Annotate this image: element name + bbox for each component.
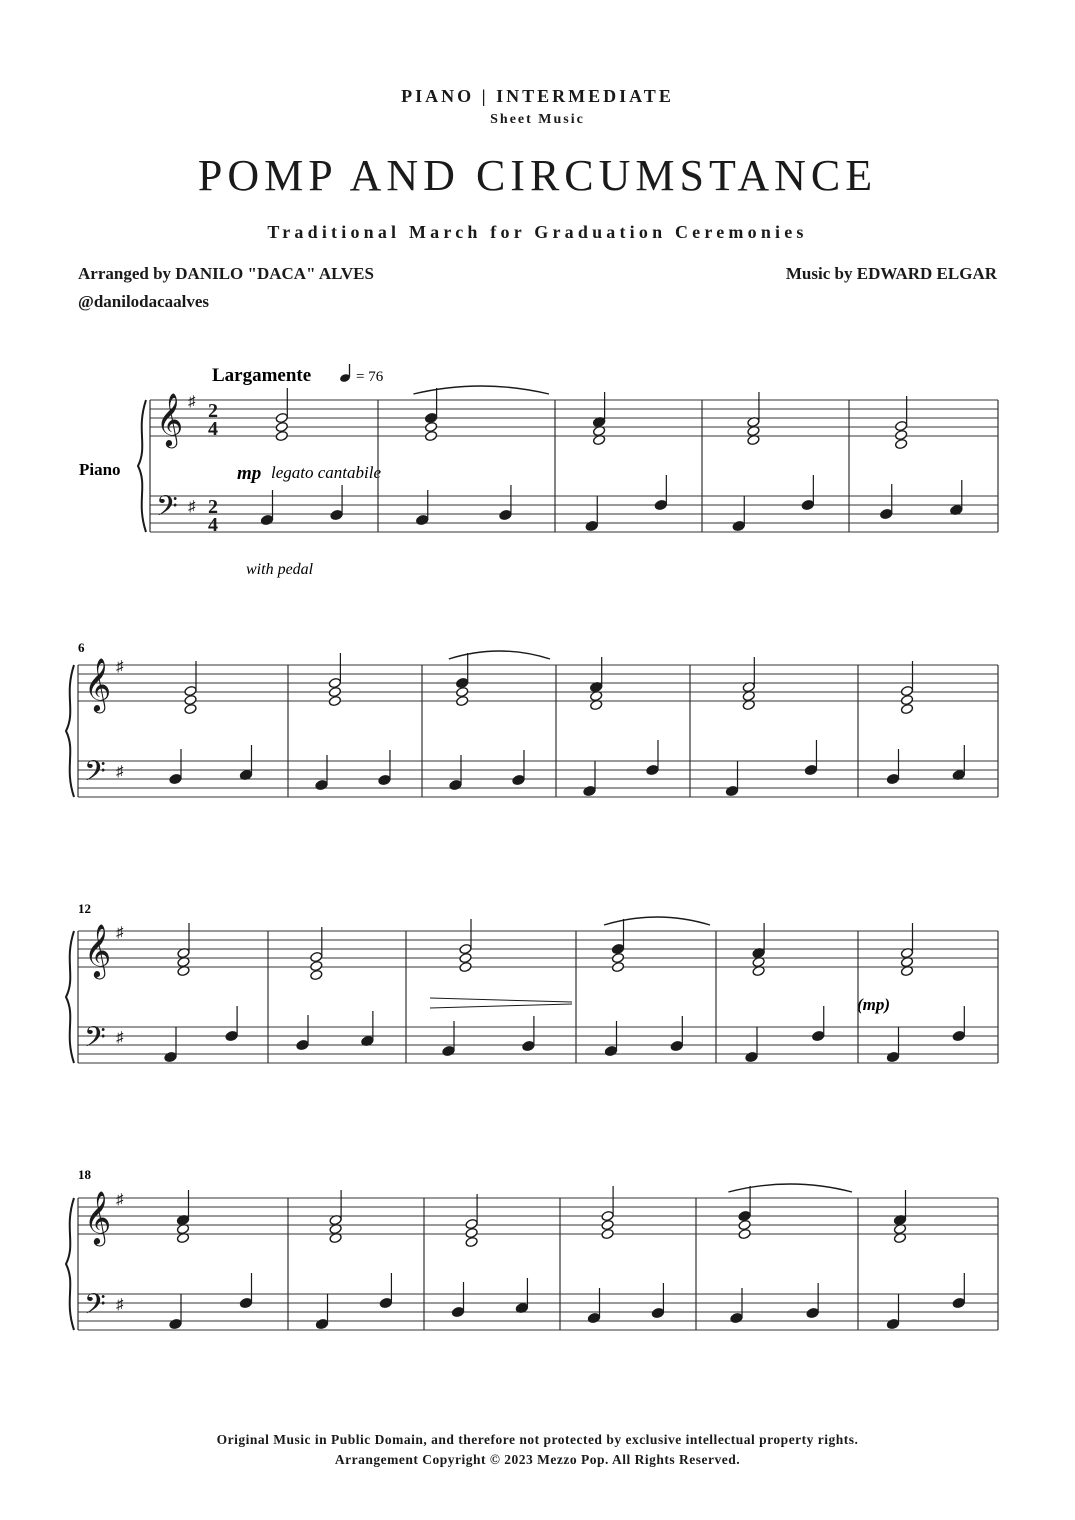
- notehead: [812, 1030, 825, 1041]
- notehead: [465, 1236, 478, 1247]
- treble-clef: 𝄞: [84, 659, 112, 710]
- slur: [604, 917, 710, 925]
- composer-credit: Music by EDWARD ELGAR: [785, 264, 997, 283]
- brace: [138, 400, 146, 532]
- notehead: [601, 1219, 614, 1230]
- bass-clef: 𝄢: [84, 757, 106, 794]
- notehead: [456, 686, 469, 697]
- notehead: [900, 703, 913, 714]
- staff: [78, 665, 998, 701]
- staff: [78, 1027, 998, 1063]
- notehead: [646, 764, 659, 775]
- dynamic-mp: mp: [237, 463, 262, 484]
- notehead: [654, 499, 667, 510]
- notehead: [424, 412, 437, 423]
- slur: [413, 386, 549, 394]
- arranger-credit: Arranged by DANILO "DACA" ALVES: [78, 264, 374, 283]
- brace: [66, 1198, 74, 1330]
- notehead: [225, 1030, 238, 1041]
- notehead: [465, 1218, 478, 1229]
- notehead: [611, 961, 624, 972]
- notehead: [604, 1045, 617, 1056]
- staff: [78, 1294, 998, 1330]
- notehead: [424, 421, 437, 432]
- staff: [78, 1198, 998, 1234]
- arranger-handle: @danilodacaalves: [78, 292, 210, 311]
- notehead: [895, 429, 908, 440]
- category-label: PIANO | INTERMEDIATE: [401, 86, 674, 106]
- notehead: [738, 1219, 751, 1230]
- notehead: [328, 677, 341, 688]
- notehead: [732, 520, 745, 531]
- notehead: [601, 1210, 614, 1221]
- notehead: [499, 509, 512, 520]
- notehead: [449, 779, 462, 790]
- notehead: [260, 514, 273, 525]
- key-signature-sharp: ♯: [116, 659, 124, 675]
- notehead: [512, 774, 525, 785]
- notehead: [442, 1045, 455, 1056]
- notehead: [164, 1051, 177, 1062]
- notehead: [738, 1228, 751, 1239]
- bass-clef: 𝄢: [84, 1290, 106, 1327]
- notehead: [465, 1227, 478, 1238]
- notehead: [456, 677, 469, 688]
- notehead: [310, 960, 323, 971]
- notehead: [169, 773, 182, 784]
- treble-clef: 𝄞: [84, 925, 112, 976]
- notehead: [880, 508, 893, 519]
- notehead: [745, 1051, 758, 1062]
- notehead: [886, 1051, 899, 1062]
- key-signature-sharp: ♯: [116, 764, 124, 780]
- brace: [66, 665, 74, 797]
- tempo-note-icon: [339, 364, 351, 383]
- dynamic-return: (mp): [857, 995, 891, 1014]
- time-signature-top: 2: [208, 496, 218, 518]
- notehead: [169, 1318, 182, 1329]
- notehead: [900, 694, 913, 705]
- notehead: [424, 430, 437, 441]
- notehead: [310, 951, 323, 962]
- subcategory-label: Sheet Music: [490, 112, 585, 127]
- time-signature-bottom: 4: [208, 514, 218, 536]
- notehead: [952, 1030, 965, 1041]
- key-signature-sharp: ♯: [116, 925, 124, 941]
- notehead: [379, 1297, 392, 1308]
- decrescendo-hairpin: [430, 998, 572, 1008]
- notehead: [895, 438, 908, 449]
- brace: [66, 931, 74, 1063]
- notehead: [310, 969, 323, 980]
- notehead: [275, 412, 288, 423]
- notehead: [611, 952, 624, 963]
- notehead: [585, 520, 598, 531]
- page-subtitle: Traditional March for Graduation Ceremonies: [267, 222, 808, 242]
- notehead: [328, 686, 341, 697]
- treble-clef: 𝄞: [84, 1192, 112, 1243]
- notehead: [725, 785, 738, 796]
- notehead: [738, 1210, 751, 1221]
- notehead: [459, 943, 472, 954]
- notehead: [459, 961, 472, 972]
- notehead: [315, 779, 328, 790]
- notehead: [315, 1318, 328, 1329]
- notehead: [416, 514, 429, 525]
- notehead: [952, 1297, 965, 1308]
- notehead: [296, 1039, 309, 1050]
- notehead: [456, 695, 469, 706]
- notehead: [804, 764, 817, 775]
- slur: [449, 651, 550, 659]
- notehead: [670, 1040, 683, 1051]
- notehead: [587, 1312, 600, 1323]
- instrument-label: Piano: [79, 460, 121, 479]
- notehead: [730, 1312, 743, 1323]
- measure-number: 6: [78, 640, 85, 655]
- notehead: [184, 703, 197, 714]
- notehead: [651, 1307, 664, 1318]
- notehead: [801, 499, 814, 510]
- key-signature-sharp: ♯: [116, 1297, 124, 1313]
- notehead: [330, 509, 343, 520]
- notehead: [611, 943, 624, 954]
- staff: [78, 931, 998, 967]
- treble-clef: 𝄞: [156, 394, 184, 445]
- notehead: [459, 952, 472, 963]
- notehead: [522, 1040, 535, 1051]
- staff: [150, 496, 998, 532]
- time-signature-top: 2: [208, 400, 218, 422]
- notehead: [184, 685, 197, 696]
- notehead: [806, 1307, 819, 1318]
- tempo-marking: Largamente: [212, 365, 312, 386]
- key-signature-sharp: ♯: [116, 1030, 124, 1046]
- footer-copyright: Arrangement Copyright © 2023 Mezzo Pop. All Rights Reserved.: [334, 1452, 741, 1467]
- notehead: [886, 773, 899, 784]
- tempo-value: = 76: [356, 369, 384, 385]
- notehead: [328, 695, 341, 706]
- notehead: [239, 1297, 252, 1308]
- key-signature-sharp: ♯: [188, 394, 196, 410]
- notehead: [583, 785, 596, 796]
- notehead: [275, 430, 288, 441]
- notehead: [895, 420, 908, 431]
- bass-clef: 𝄢: [84, 1023, 106, 1060]
- bass-clef: 𝄢: [156, 492, 178, 529]
- staff: [78, 761, 998, 797]
- key-signature-sharp: ♯: [116, 1192, 124, 1208]
- notehead: [275, 421, 288, 432]
- notehead: [451, 1306, 464, 1317]
- page-title: POMP AND CIRCUMSTANCE: [197, 151, 878, 200]
- measure-number: 12: [78, 901, 91, 916]
- key-signature-sharp: ♯: [188, 499, 196, 515]
- notehead: [184, 694, 197, 705]
- slur: [728, 1184, 852, 1192]
- pedal-instruction: with pedal: [246, 561, 314, 578]
- time-signature-bottom: 4: [208, 418, 218, 440]
- notehead: [886, 1318, 899, 1329]
- notehead: [378, 774, 391, 785]
- measure-number: 18: [78, 1167, 91, 1182]
- notehead: [900, 685, 913, 696]
- notehead: [601, 1228, 614, 1239]
- expression-text: legato cantabile: [271, 463, 382, 482]
- footer-rights: Original Music in Public Domain, and therefore not protected by exclusive intellectual property rights.: [216, 1432, 859, 1447]
